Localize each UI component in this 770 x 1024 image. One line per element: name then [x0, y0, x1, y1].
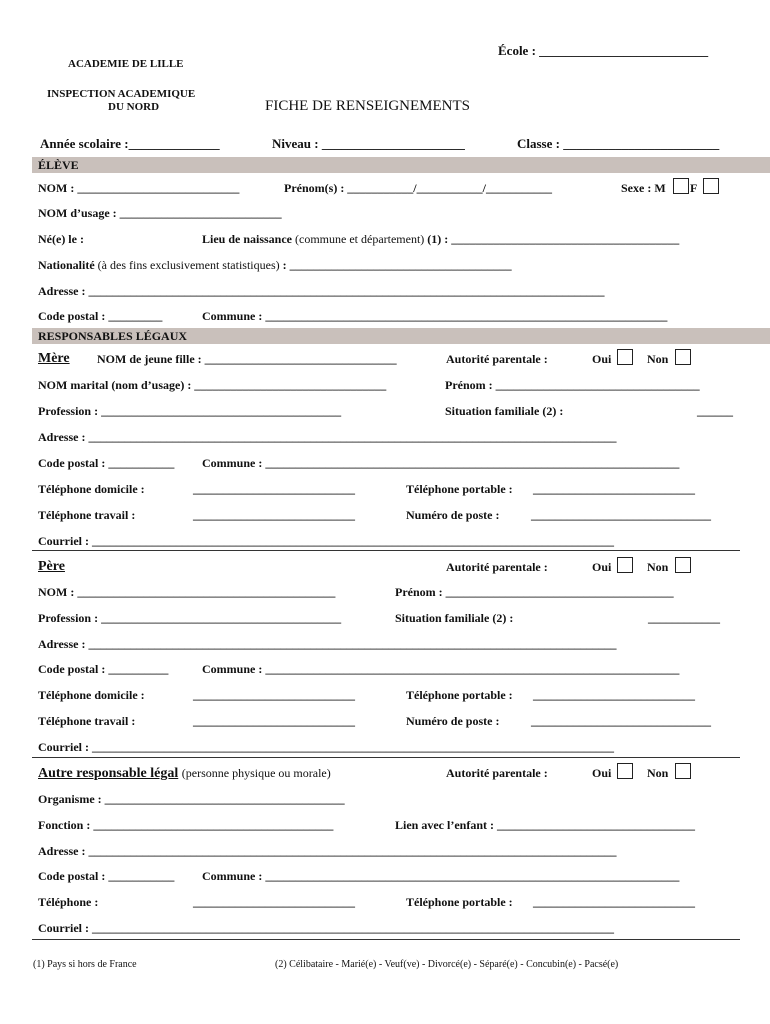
autre-telephone-blank[interactable]: ___________________________ — [193, 895, 355, 909]
section-responsables-title: RESPONSABLES LÉGAUX — [38, 329, 188, 343]
nationalite-paren: (à des fins exclusivement statistiques) — [97, 258, 280, 272]
mere-non-checkbox[interactable] — [675, 349, 691, 365]
pere-heading: Père — [38, 559, 65, 574]
pere-courriel-field[interactable]: Courriel : _______________________________________________________________________________________ — [38, 740, 614, 754]
eleve-lieu-naissance-field[interactable] — [202, 232, 679, 246]
mere-tel-portable-blank[interactable]: ___________________________ — [533, 482, 695, 496]
autre-lien-field[interactable]: Lien avec l’enfant : _________________________________ — [395, 818, 695, 832]
autre-adresse-field[interactable]: Adresse : ________________________________________________________________________________________ — [38, 844, 617, 858]
pere-profession-field[interactable]: Profession : ________________________________________ — [38, 611, 342, 625]
lieu-paren: (commune et département) — [295, 232, 425, 246]
eleve-sexe-f-label: F — [690, 181, 698, 195]
academie-label: ACADEMIE DE LILLE — [68, 58, 184, 70]
autre-code-postal-field[interactable]: Code postal : ___________ — [38, 869, 175, 883]
eleve-nom-field[interactable]: NOM : ___________________________ — [38, 181, 240, 195]
pere-oui-label: Oui — [592, 560, 612, 574]
pere-oui-checkbox[interactable] — [617, 557, 633, 573]
pere-situation-label: Situation familiale (2) : — [395, 611, 514, 625]
pere-nom-field[interactable]: NOM : ___________________________________________ — [38, 585, 336, 599]
eleve-adresse-field[interactable]: Adresse : ______________________________________________________________________________________ — [38, 284, 605, 298]
pere-non-label: Non — [647, 560, 669, 574]
pere-tel-travail-label: Téléphone travail : — [38, 714, 136, 728]
pere-tel-portable-label: Téléphone portable : — [406, 688, 513, 702]
divider-pere-autre — [32, 757, 740, 758]
mere-heading: Mère — [38, 351, 70, 366]
mere-tel-domicile-blank[interactable]: ___________________________ — [193, 482, 355, 496]
autre-heading-paren: (personne physique ou morale) — [181, 766, 331, 780]
mere-oui-label: Oui — [592, 352, 612, 366]
pere-commune-field[interactable]: Commune : _____________________________________________________________________ — [202, 662, 680, 676]
classe-field[interactable]: Classe : ________________________ — [517, 136, 720, 151]
footnote-2: (2) Célibataire - Marié(e) - Veuf(ve) - Divorcé(e) - Séparé(e) - Concubin(e) - Pacsé(e) — [275, 959, 619, 970]
mere-non-label: Non — [647, 352, 669, 366]
mere-poste-blank[interactable]: ______________________________ — [531, 508, 711, 522]
mere-autorite-label: Autorité parentale : — [446, 352, 548, 366]
eleve-prenoms-field[interactable]: Prénom(s) : ___________/___________/___________ — [284, 181, 552, 195]
pere-adresse-field[interactable]: Adresse : ________________________________________________________________________________________ — [38, 637, 617, 651]
autre-organisme-field[interactable]: Organisme : ________________________________________ — [38, 792, 345, 806]
ecole-field[interactable]: École : __________________________ — [498, 43, 709, 58]
section-eleve — [32, 157, 770, 173]
autre-oui-label: Oui — [592, 766, 612, 780]
section-eleve-title: ÉLÈVE — [38, 158, 79, 172]
pere-poste-label: Numéro de poste : — [406, 714, 500, 728]
mere-courriel-field[interactable]: Courriel : _______________________________________________________________________________________ — [38, 534, 614, 548]
section-responsables — [32, 328, 770, 344]
divider-mere-pere — [32, 550, 740, 551]
autre-non-label: Non — [647, 766, 669, 780]
mere-prenom-field[interactable]: Prénom : __________________________________ — [445, 378, 700, 392]
mere-tel-travail-blank[interactable]: ___________________________ — [193, 508, 355, 522]
annee-scolaire-field[interactable]: Année scolaire :______________ — [40, 136, 220, 151]
mere-situation-label: Situation familiale (2) : — [445, 404, 564, 418]
autre-non-checkbox[interactable] — [675, 763, 691, 779]
autre-telephone-label: Téléphone : — [38, 895, 99, 909]
autre-oui-checkbox[interactable] — [617, 763, 633, 779]
autre-heading — [38, 765, 331, 782]
nationalite-label: Nationalité — [38, 258, 95, 272]
nationalite-blank[interactable]: : _____________________________________ — [282, 258, 512, 272]
pere-tel-travail-blank[interactable]: ___________________________ — [193, 714, 355, 728]
pere-tel-domicile-label: Téléphone domicile : — [38, 688, 145, 702]
sexe-m-checkbox[interactable] — [673, 178, 689, 194]
autre-heading-title: Autre responsable légal — [38, 766, 179, 781]
page-title: FICHE DE RENSEIGNEMENTS — [265, 98, 470, 114]
mere-nom-jeune-fille-field[interactable]: NOM de jeune fille : ________________________________ — [97, 352, 397, 366]
lieu-blank[interactable]: (1) : ______________________________________ — [427, 232, 680, 246]
pere-tel-domicile-blank[interactable]: ___________________________ — [193, 688, 355, 702]
autre-fonction-field[interactable]: Fonction : ________________________________________ — [38, 818, 334, 832]
eleve-ne-le-field[interactable]: Né(e) le : — [38, 232, 84, 246]
inspection-label-2: DU NORD — [108, 101, 160, 113]
mere-situation-blank[interactable]: ______ — [697, 404, 733, 418]
lieu-label: Lieu de naissance — [202, 232, 293, 246]
eleve-nom-usage-field[interactable]: NOM d’usage : ___________________________ — [38, 206, 282, 220]
pere-poste-blank[interactable]: ______________________________ — [531, 714, 711, 728]
pere-prenom-field[interactable]: Prénom : ______________________________________ — [395, 585, 674, 599]
pere-autorite-label: Autorité parentale : — [446, 560, 548, 574]
divider-footer — [32, 939, 740, 940]
mere-code-postal-field[interactable]: Code postal : ___________ — [38, 456, 175, 470]
autre-tel-portable-label: Téléphone portable : — [406, 895, 513, 909]
mere-oui-checkbox[interactable] — [617, 349, 633, 365]
mere-adresse-field[interactable]: Adresse : ________________________________________________________________________________________ — [38, 430, 617, 444]
sexe-f-checkbox[interactable] — [703, 178, 719, 194]
mere-tel-domicile-label: Téléphone domicile : — [38, 482, 145, 496]
eleve-commune-field[interactable]: Commune : ___________________________________________________________________ — [202, 309, 668, 323]
inspection-label-1: INSPECTION ACADEMIQUE — [47, 88, 196, 100]
footnote-1: (1) Pays si hors de France — [33, 959, 137, 970]
autre-commune-field[interactable]: Commune : _____________________________________________________________________ — [202, 869, 680, 883]
eleve-code-postal-field[interactable]: Code postal : _________ — [38, 309, 163, 323]
mere-poste-label: Numéro de poste : — [406, 508, 500, 522]
autre-tel-portable-blank[interactable]: ___________________________ — [533, 895, 695, 909]
autre-autorite-label: Autorité parentale : — [446, 766, 548, 780]
mere-profession-field[interactable]: Profession : ________________________________________ — [38, 404, 342, 418]
mere-nom-marital-field[interactable]: NOM marital (nom d’usage) : ________________________________ — [38, 378, 387, 392]
pere-non-checkbox[interactable] — [675, 557, 691, 573]
mere-tel-travail-label: Téléphone travail : — [38, 508, 136, 522]
niveau-field[interactable]: Niveau : ______________________ — [272, 136, 465, 151]
pere-tel-portable-blank[interactable]: ___________________________ — [533, 688, 695, 702]
mere-tel-portable-label: Téléphone portable : — [406, 482, 513, 496]
pere-situation-blank[interactable]: ____________ — [648, 611, 720, 625]
pere-code-postal-field[interactable]: Code postal : __________ — [38, 662, 169, 676]
autre-courriel-field[interactable]: Courriel : _______________________________________________________________________________________ — [38, 921, 614, 935]
mere-commune-field[interactable]: Commune : _____________________________________________________________________ — [202, 456, 680, 470]
eleve-nationalite-field[interactable] — [38, 258, 512, 272]
eleve-sexe-label: Sexe : M — [621, 181, 666, 195]
